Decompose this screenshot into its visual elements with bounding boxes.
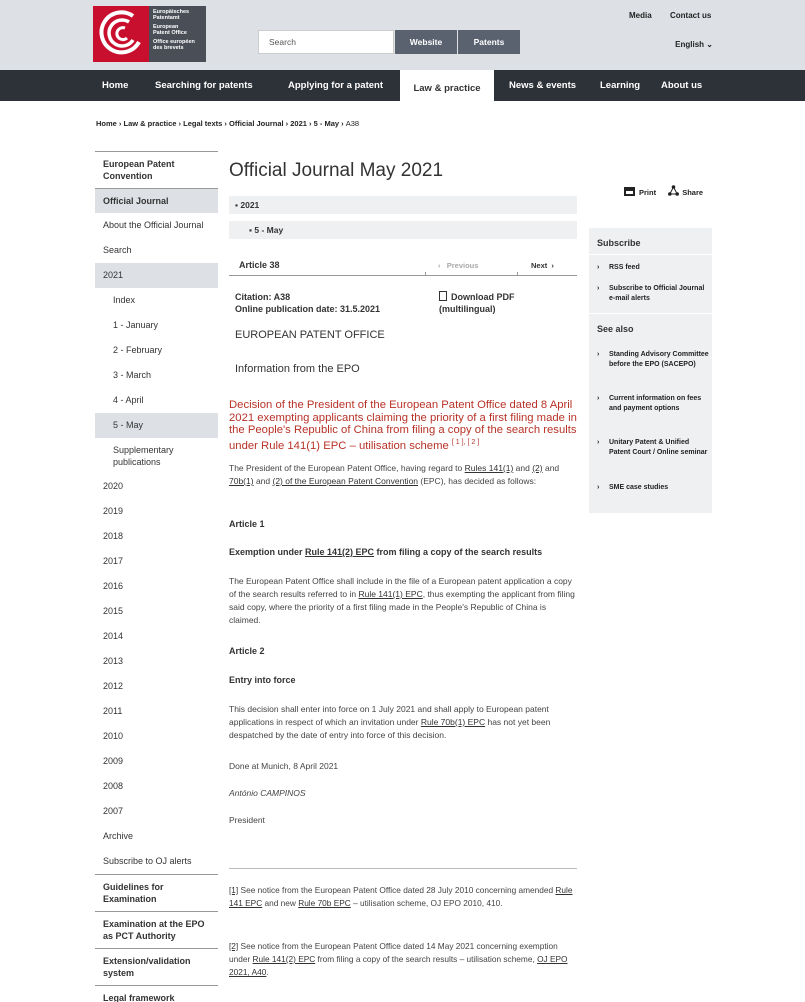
rss-feed-link[interactable]: › RSS feed [597, 264, 640, 271]
article-navigation [229, 256, 577, 276]
breadcrumb-2021[interactable]: 2021 [290, 119, 307, 128]
sidebar-item-subscribe-to-oj-alerts[interactable]: Subscribe to OJ alerts [103, 856, 192, 866]
link-70b-1[interactable]: 70b(1) [229, 476, 254, 486]
footnote-1: [1] See notice from the European Patent Office dated 28 July 2010 concerning amended Rule 141 EPC and new Rule 70b EPC – utilisation scheme, OJ EPO 2010, 410. [229, 885, 573, 908]
epo-logo[interactable] [93, 6, 206, 62]
footnote-1-ref[interactable]: [1] [229, 885, 239, 895]
sidebar-item-2020[interactable]: 2020 [103, 481, 124, 491]
search-patents-button[interactable]: Patents [458, 30, 520, 54]
link-rule-141-epc[interactable]: Rule 141 EPC [229, 885, 573, 908]
sidebar-item-about-the-official-journal[interactable]: About the Official Journal [103, 220, 204, 230]
signatory: António CAMPINOS [229, 788, 306, 798]
nav-home[interactable]: Home [102, 80, 129, 91]
sidebar-item-2019[interactable]: 2019 [103, 506, 124, 516]
footnote-divider [229, 868, 577, 869]
panel-divider [589, 254, 712, 255]
link-oj-epo-2021-a40[interactable]: OJ EPO 2021, A40 [229, 954, 568, 977]
tab-divider [425, 272, 426, 276]
sidebar-item-2011[interactable]: 2011 [103, 706, 123, 716]
sidebar-item-2015[interactable]: 2015 [103, 606, 124, 616]
article-1-body: The European Patent Office shall include in the file of a European patent application a copy of the search results referred to in Rule 141(1) EPC, thus exempting the applicant from filing said copy, where the priority of a first filing made in the People's Republic of China is claimed. [229, 576, 575, 625]
citation-block: Citation: A38 Online publication date: 31.5.2021 [235, 292, 381, 314]
link-epc[interactable]: (2) of the European Patent Convention [272, 476, 419, 486]
nav-news-events[interactable]: News & events [509, 80, 577, 91]
breadcrumb: Home › Law & practice › Legal texts › Official Journal › 2021 › 5 - May › A38 [96, 119, 360, 128]
chevron-right-icon: › [597, 285, 600, 292]
entry-into-force-heading: Entry into force [229, 675, 296, 685]
link-rule-141-1-epc[interactable]: Rule 141(1) EPC [358, 589, 423, 599]
nav-about-us[interactable]: About us [661, 80, 703, 91]
share-button[interactable]: Share [658, 188, 703, 197]
sidebar-item-2009[interactable]: 2009 [103, 756, 124, 766]
email-alerts-link[interactable]: › Subscribe to Official Journal e-mail alerts [597, 285, 705, 302]
sidebar-item-3-march[interactable]: 3 - March [113, 370, 152, 380]
breadcrumb-may[interactable]: 5 - May [313, 119, 340, 128]
print-button[interactable]: Print [624, 188, 656, 197]
breadcrumb-current: A38 [345, 119, 360, 128]
footnote-refs[interactable]: [ 1 ], [ 2 ] [451, 438, 480, 446]
sidebar-item-4-april[interactable]: 4 - April [113, 395, 144, 405]
link-rule-141-2-epc[interactable]: Rule 141(2) EPC [252, 954, 316, 964]
logo-text: Europäisches Patentamt European Patent Office Office européen des brevets [153, 9, 195, 52]
decision-title: Decision of the President of the European Patent Office dated 8 April 2021 exempting applicants claiming the priority of a first filing made in the People's Republic of China from filing a copy of the search results under Rule 141(1) EPC – utilisation scheme [ 1 ], [ 2 ] [229, 399, 577, 452]
language-selector[interactable]: English ⌄ [675, 40, 713, 49]
office-heading: EUROPEAN PATENT OFFICE [235, 329, 385, 341]
download-pdf-link[interactable]: Download PDF (multilingual) [439, 292, 515, 314]
chevron-right-icon: › [597, 395, 600, 402]
sidebar-item-2013[interactable]: 2013 [103, 656, 124, 666]
article-1-heading: Article 1 [229, 519, 265, 529]
search-website-button[interactable]: Website [395, 30, 457, 54]
exemption-heading: Exemption under Rule 141(2) EPC from filing a copy of the search results [229, 547, 543, 557]
sidebar-item-2008[interactable]: 2008 [103, 781, 124, 791]
nav-searching-for-patents[interactable]: Searching for patents [155, 80, 253, 91]
sacepo-link[interactable]: › Standing Advisory Committee before the EPO (SACEPO) [597, 351, 709, 368]
tab-divider [517, 272, 518, 276]
nav-learning[interactable]: Learning [600, 80, 641, 91]
chevron-right-icon: › [597, 439, 600, 446]
sidebar-item-index[interactable]: Index [113, 295, 136, 305]
panel-divider [589, 313, 712, 314]
footnote-2-ref[interactable]: [2] [229, 941, 239, 951]
printer-icon [624, 187, 635, 196]
breadcrumb-legal-texts[interactable]: Legal texts [183, 119, 223, 128]
sidebar-item-1-january[interactable]: 1 - January [113, 320, 159, 330]
subscribe-heading: Subscribe [597, 238, 641, 248]
see-also-heading: See also [597, 324, 634, 334]
fees-info-link[interactable]: › Current information on fees and payment options [597, 395, 702, 412]
link-rule-70b-1-epc[interactable]: Rule 70b(1) EPC [420, 717, 486, 727]
tree-item-2021[interactable]: ▪ 2021 [229, 196, 577, 214]
article-2-heading: Article 2 [229, 646, 265, 656]
sidebar-item-5-may[interactable]: 5 - May [95, 413, 218, 438]
page-title: Official Journal May 2021 [229, 160, 444, 181]
main-nav [0, 70, 805, 101]
breadcrumb-law-practice[interactable]: Law & practice [123, 119, 177, 128]
sme-case-studies-link[interactable]: › SME case studies [597, 484, 669, 491]
right-panel [589, 228, 712, 513]
sidebar-item-guidelines-for-examination[interactable]: Guidelines for Examination [95, 874, 218, 911]
article-2-body: This decision shall enter into force on 1 July 2021 and shall apply to European patent applications in respect of which an invitation under Rule 70b(1) EPC has not yet been despatched by the date of entry into force of this decision. [229, 704, 551, 740]
signatory-role: President [229, 815, 265, 825]
sidebar-item-2017[interactable]: 2017 [103, 556, 124, 566]
sidebar-item-archive[interactable]: Archive [103, 831, 134, 841]
unitary-patent-link[interactable]: › Unitary Patent & Unified Patent Court / Online seminar [597, 439, 708, 456]
epo-logo-mark-icon [93, 6, 149, 62]
link-rule-70b-epc[interactable]: Rule 70b EPC [298, 898, 351, 908]
sidebar-item-official-journal[interactable]: Official Journal [95, 188, 218, 213]
contact-us-link[interactable]: Contact us [670, 11, 712, 20]
article-label: Article 38 [239, 260, 280, 270]
sidebar-item-2010[interactable]: 2010 [103, 731, 124, 741]
link-rules-141-1[interactable]: Rules 141(1) [464, 463, 514, 473]
next-button[interactable]: Next › [531, 261, 554, 270]
done-at: Done at Munich, 8 April 2021 [229, 761, 339, 771]
chevron-right-icon: › [597, 351, 600, 358]
sidebar-item-legal-framework[interactable]: Legal framework [95, 985, 218, 1002]
sidebar-item-extension-validation-system[interactable]: Extension/validation system [95, 948, 218, 985]
intro-paragraph: The President of the European Patent Office, having regard to Rules 141(1) and (2) and 70b(1) and (2) of the European Patent Convention (EPC), has decided as follows: [229, 463, 560, 486]
sidebar-item-2007[interactable]: 2007 [103, 806, 124, 816]
breadcrumb-home[interactable]: Home [96, 119, 117, 128]
media-link[interactable]: Media [629, 11, 652, 20]
sidebar-item-2018[interactable]: 2018 [103, 531, 124, 541]
sidebar-item-european-patent-convention[interactable]: European Patent Convention [95, 151, 218, 188]
chevron-right-icon: › [597, 264, 600, 271]
sidebar-item-examination-at-the-epo-as-pct-authority[interactable]: Examination at the EPO as PCT Authority [95, 911, 218, 948]
sidebar-item-search[interactable]: Search [103, 245, 132, 255]
document-icon [439, 291, 447, 301]
left-sidebar [95, 151, 218, 1002]
chevron-down-icon: ⌄ [706, 40, 713, 49]
share-icon [668, 185, 678, 195]
link-rule-141-2[interactable]: Rule 141(2) EPC [305, 547, 375, 557]
info-heading: Information from the EPO [235, 363, 360, 375]
link-rule-2[interactable]: (2) [532, 463, 543, 473]
sidebar-item-2021[interactable]: 2021 [95, 263, 218, 288]
page-tools [624, 185, 703, 197]
footnote-2: [2] See notice from the European Patent Office dated 14 May 2021 concerning exemption under Rule 141(2) EPC from filing a copy of the search results – utilisation scheme, OJ EPO 2021, A40. [229, 941, 568, 977]
sidebar-item-2-february[interactable]: 2 - February [113, 345, 163, 355]
sidebar-item-supplementary-publications[interactable]: Supplementary publications [113, 445, 174, 467]
nav-applying-for-patent[interactable]: Applying for a patent [288, 80, 383, 91]
sidebar-item-2014[interactable]: 2014 [103, 631, 124, 641]
chevron-right-icon: › [597, 484, 600, 491]
top-header [0, 0, 805, 70]
search-input[interactable]: Search [258, 30, 394, 54]
breadcrumb-official-journal[interactable]: Official Journal [228, 119, 284, 128]
nav-law-practice[interactable]: Law & practice [400, 70, 494, 101]
tree-item-may[interactable]: ▪ 5 - May [229, 221, 577, 239]
previous-button[interactable]: ‹ Previous [438, 261, 479, 270]
sidebar-item-2012[interactable]: 2012 [103, 681, 124, 691]
sidebar-item-2016[interactable]: 2016 [103, 581, 124, 591]
